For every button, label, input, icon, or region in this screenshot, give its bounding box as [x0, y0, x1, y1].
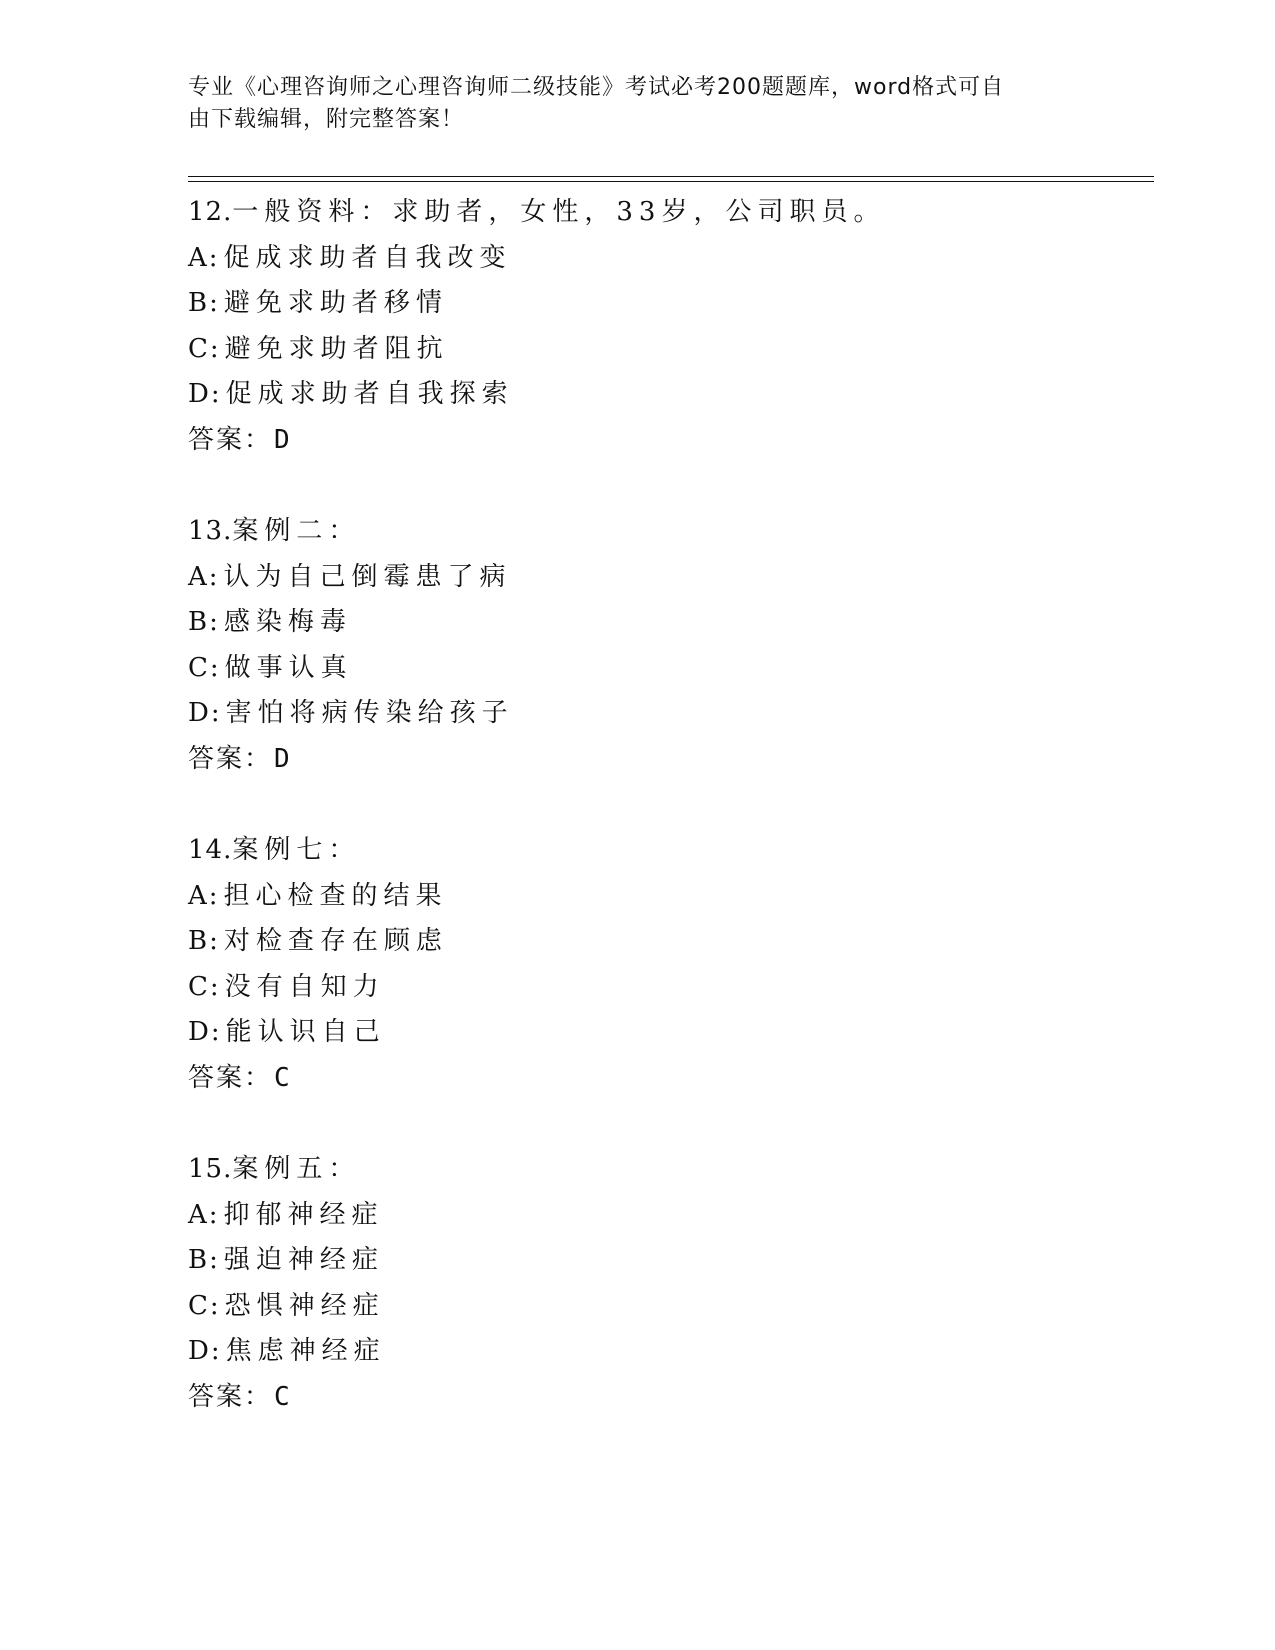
option-key: D: [188, 379, 222, 409]
option-text: 没有自知力 [224, 971, 385, 1002]
question-14 [188, 828, 1148, 1101]
question-text: 一般资料：求助者，女性，33岁，公司职员。 [232, 197, 886, 227]
answer-label: 答案： [188, 424, 273, 455]
option-text: 避免求助者阻抗 [224, 333, 449, 364]
header-line-1: 专业《心理咨询师之心理咨询师二级技能》考试必考200题题库，word格式可自 [188, 75, 1005, 100]
option-a [188, 1193, 1148, 1239]
question-number: 15. [188, 1154, 233, 1184]
option-c [188, 327, 1148, 373]
option-d [188, 372, 1148, 418]
option-b [188, 919, 1148, 965]
option-text: 担心检查的结果 [223, 880, 448, 911]
question-stem [188, 509, 1148, 555]
question-text: 案例七： [232, 835, 361, 865]
question-stem [188, 1147, 1148, 1193]
option-key: C: [188, 333, 221, 364]
option-text: 做事认真 [224, 652, 353, 683]
document-header [188, 72, 1068, 136]
option-key: D: [188, 698, 222, 728]
option-key: D: [188, 1017, 222, 1047]
question-number: 13. [188, 516, 233, 546]
option-b [188, 600, 1148, 646]
option-key: C: [188, 971, 221, 1002]
option-d [188, 1329, 1148, 1375]
question-12 [188, 190, 1148, 463]
question-stem [188, 190, 1148, 236]
option-d [188, 691, 1148, 737]
option-key: D: [188, 1336, 222, 1366]
option-text: 避免求助者移情 [223, 288, 448, 318]
question-list [188, 190, 1148, 1466]
question-13 [188, 509, 1148, 782]
option-text: 强迫神经症 [223, 1245, 384, 1275]
question-text: 案例五： [232, 1154, 361, 1184]
option-b [188, 1238, 1148, 1284]
option-key: A: [188, 561, 220, 592]
option-key: B: [188, 926, 220, 956]
question-number: 12. [188, 197, 233, 227]
header-divider-top [188, 176, 1154, 177]
question-15 [188, 1147, 1148, 1420]
answer-value: C [274, 1062, 292, 1093]
option-key: C: [188, 652, 221, 683]
answer-label: 答案： [188, 1381, 273, 1412]
answer-line [188, 418, 1148, 464]
option-a [188, 555, 1148, 601]
option-text: 促成求助者自我改变 [223, 242, 512, 273]
option-text: 认为自己倒霉患了病 [223, 561, 512, 592]
question-stem [188, 828, 1148, 874]
answer-value: D [274, 424, 292, 455]
answer-line [188, 737, 1148, 783]
answer-label: 答案： [188, 1062, 273, 1093]
header-divider-bottom [188, 181, 1154, 182]
answer-value: C [274, 1381, 292, 1412]
option-text: 感染梅毒 [223, 607, 352, 637]
option-c [188, 646, 1148, 692]
header-line-2: 由下载编辑，附完整答案！ [188, 107, 465, 132]
answer-value: D [274, 743, 292, 774]
option-key: A: [188, 880, 220, 911]
option-key: B: [188, 288, 220, 318]
option-b [188, 281, 1148, 327]
option-key: A: [188, 1199, 220, 1230]
option-text: 能认识自己 [225, 1017, 386, 1047]
option-key: B: [188, 1245, 220, 1275]
option-d [188, 1010, 1148, 1056]
option-text: 促成求助者自我探索 [225, 379, 514, 409]
option-key: A: [188, 242, 220, 273]
option-text: 抑郁神经症 [223, 1199, 384, 1230]
option-a [188, 874, 1148, 920]
option-key: C: [188, 1290, 221, 1321]
option-text: 焦虑神经症 [225, 1336, 386, 1366]
option-c [188, 1284, 1148, 1330]
question-text: 案例二： [232, 516, 361, 546]
option-a [188, 236, 1148, 282]
option-text: 害怕将病传染给孩子 [225, 698, 514, 728]
option-c [188, 965, 1148, 1011]
option-text: 对检查存在顾虑 [223, 926, 448, 956]
option-text: 恐惧神经症 [224, 1290, 385, 1321]
answer-label: 答案： [188, 743, 273, 774]
question-number: 14. [188, 835, 233, 865]
option-key: B: [188, 607, 220, 637]
answer-line [188, 1056, 1148, 1102]
answer-line [188, 1375, 1148, 1421]
